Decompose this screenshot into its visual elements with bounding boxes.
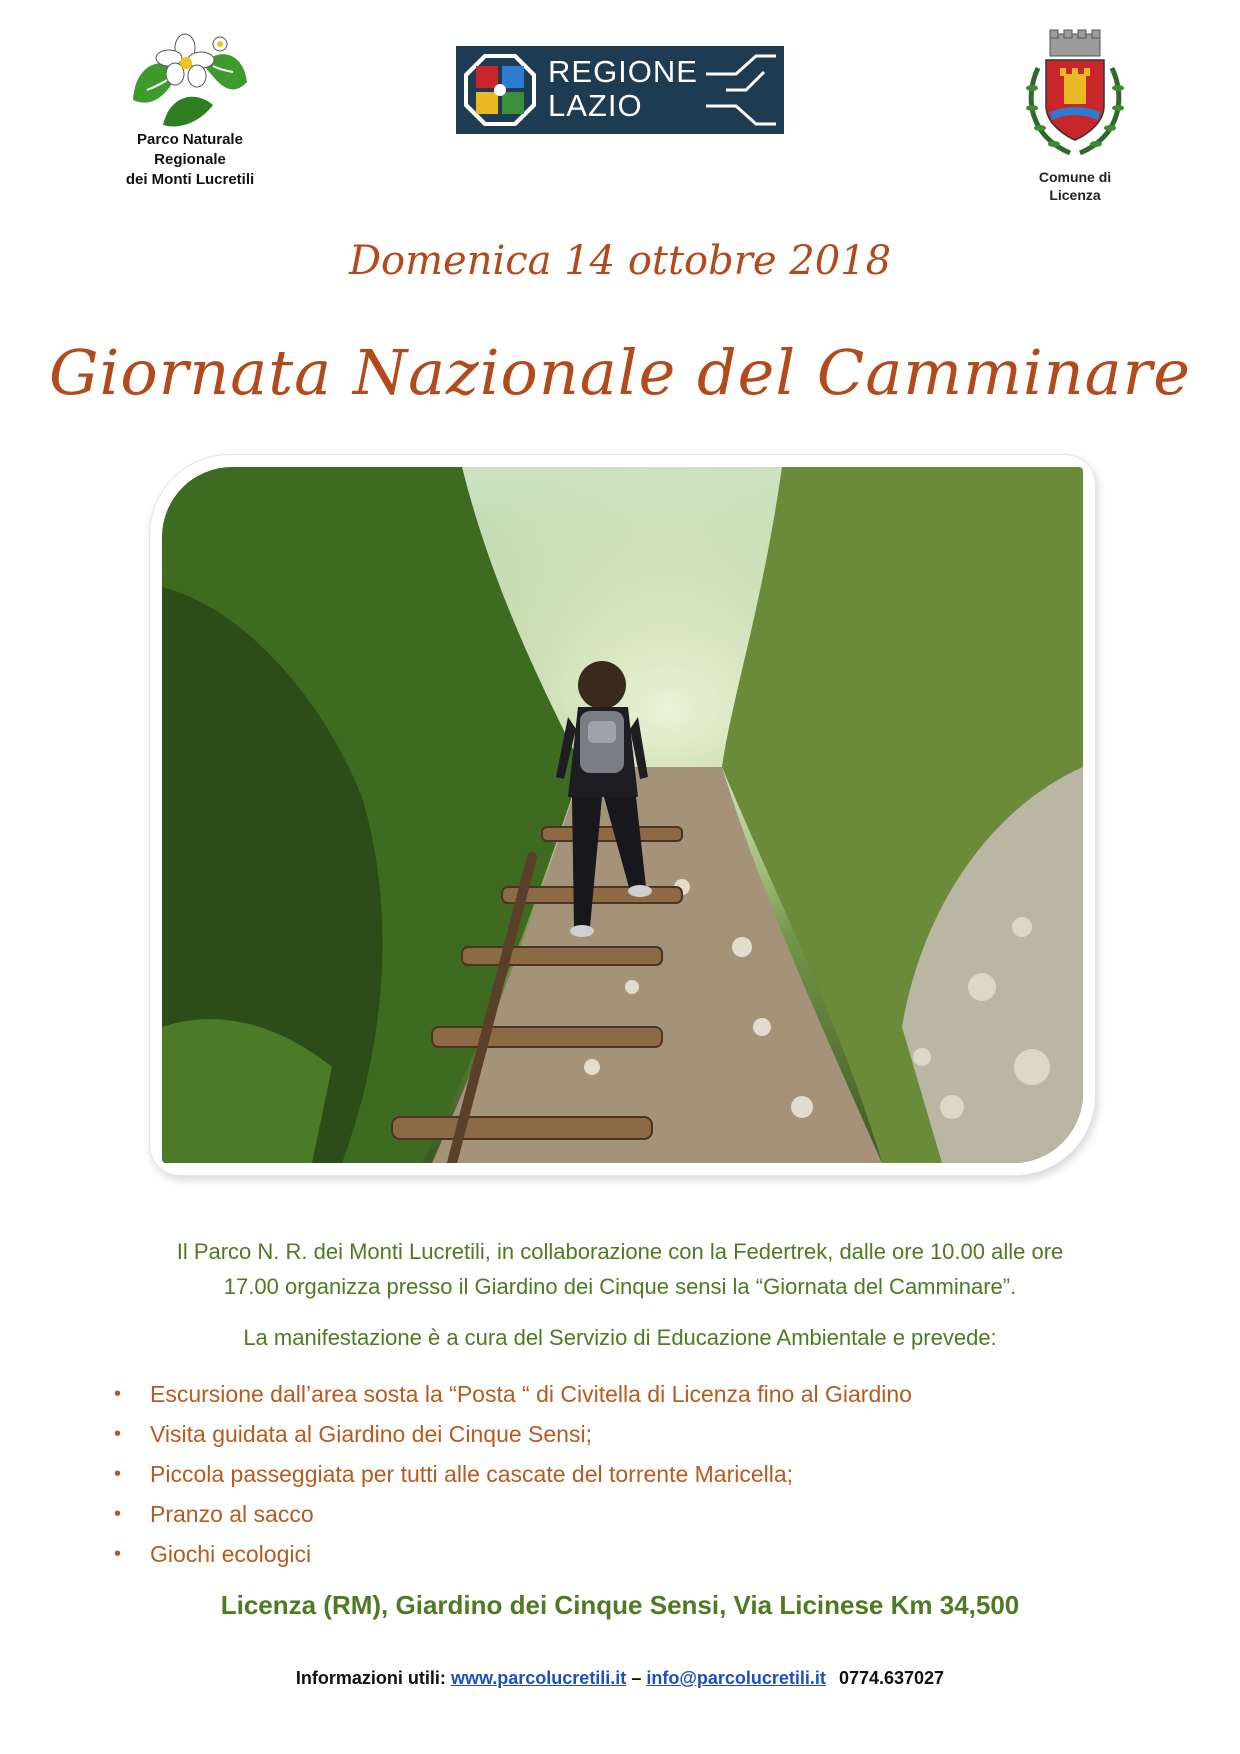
list-item xyxy=(110,1534,1110,1574)
regione-lazio-logo xyxy=(456,46,784,134)
intro-line2: 17.00 organizza presso il Giardino dei Cinque sensi la “Giornata del Camminare”. xyxy=(223,1274,1017,1299)
coat-of-arms-icon xyxy=(1020,28,1130,163)
list-item xyxy=(110,1414,1110,1454)
list-item xyxy=(110,1494,1110,1534)
program-intro: La manifestazione è a cura del Servizio di Educazione Ambientale e prevede: xyxy=(243,1325,997,1350)
regione-line2: LAZIO xyxy=(548,88,643,123)
activity-label: Giochi ecologici xyxy=(150,1541,312,1567)
regione-lazio-emblem-icon xyxy=(462,52,538,128)
event-location: Licenza (RM), Giardino dei Cinque Sensi, Via Licinese Km 34,500 xyxy=(220,1590,1020,1620)
activity-list xyxy=(110,1374,1110,1574)
park-logo xyxy=(100,30,280,210)
photo-frame xyxy=(150,455,1095,1175)
hiker-on-forest-trail-photo xyxy=(162,467,1083,1163)
town-name-line2: Licenza xyxy=(1049,187,1101,203)
event-title: Giornata Nazionale del Camminare xyxy=(49,336,1191,409)
town-logo xyxy=(1010,28,1140,208)
activity-label: Pranzo al sacco xyxy=(150,1501,314,1527)
bullet: • xyxy=(114,1383,122,1405)
separator: – xyxy=(631,1668,642,1688)
regione-line1: REGIONE xyxy=(548,54,698,89)
event-date: Domenica 14 ottobre 2018 xyxy=(348,238,892,284)
info-label: Informazioni utili: xyxy=(295,1668,446,1688)
bullet: • xyxy=(114,1423,122,1445)
bullet: • xyxy=(114,1503,122,1525)
website-link[interactable]: www.parcolucretili.it xyxy=(450,1668,627,1688)
activity-label: Piccola passeggiata per tutti alle cascate del torrente Maricella; xyxy=(150,1461,794,1487)
intro-line1: Il Parco N. R. dei Monti Lucretili, in collaborazione con la Federtrek, dalle ore 10.00 alle ore xyxy=(176,1239,1064,1264)
list-item xyxy=(110,1454,1110,1494)
intro-paragraph xyxy=(40,1234,1200,1304)
park-name-line1: Parco Naturale Regionale xyxy=(137,131,243,168)
park-flower-leaf-icon xyxy=(125,30,255,130)
regione-deco-lines-icon xyxy=(706,54,776,126)
town-name-line1: Comune di xyxy=(1038,169,1112,185)
activity-label: Visita guidata al Giardino dei Cinque Sensi; xyxy=(150,1421,592,1447)
park-name-line2: dei Monti Lucretili xyxy=(125,171,255,188)
info-footer xyxy=(0,1668,1240,1689)
activity-label: Escursione dall’area sosta la “Posta “ di Civitella di Licenza fino al Giardino xyxy=(150,1381,912,1407)
bullet: • xyxy=(114,1543,122,1565)
list-item xyxy=(110,1374,1110,1414)
email-link[interactable]: info@parcolucretili.it xyxy=(646,1668,826,1688)
bullet: • xyxy=(114,1463,122,1485)
phone-number: 0774.637027 xyxy=(838,1668,945,1688)
